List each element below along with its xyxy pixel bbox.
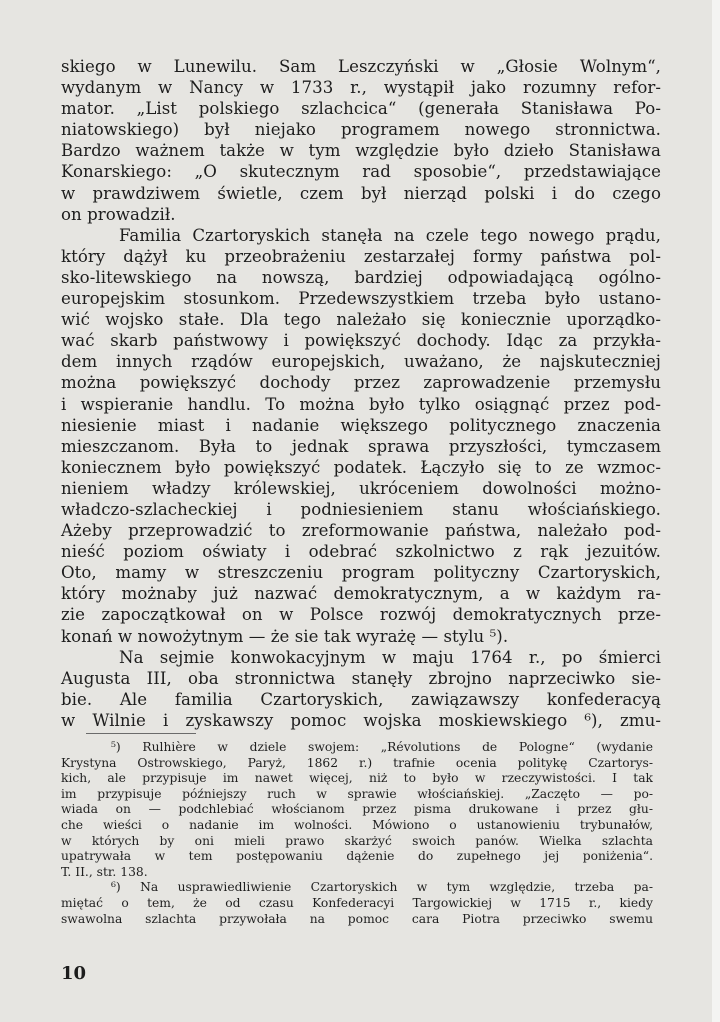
main-text (61, 56, 661, 731)
footnotes (61, 740, 653, 927)
text-line: i wspieranie handlu. To można było tylko osiągnąć przez pod- (61, 394, 661, 414)
footnote-line: che wieści o nadanie im wolności. Mówiono o ustanowieniu trybunałów, (61, 817, 653, 832)
text-line: wydanym w Nancy w 1733 r., wystąpił jako rozumny refor- (61, 78, 661, 98)
text-line: Konarskiego: „O skutecznym rad sposobie“, przedstawiające (61, 162, 661, 182)
text-line: władczo-szlacheckiej i podniesieniem stanu włościańskiego. (61, 499, 661, 519)
text-line: Bardzo ważnem także w tym względzie było dzieło Stanisława (61, 141, 661, 161)
text-line: nieść poziom oświaty i odebrać szkolnictwo z rąk jezuitów. (61, 542, 661, 562)
footnote-line: ⁵) Rulhière w dziele swojem: „Révolutions de Pologne“ (wydanie (111, 740, 653, 754)
footnote-line: kich, ale przypisuje im nawet więcej, niż to było w rzeczywistości. I tak (61, 771, 653, 786)
text-line: zie zapoczątkował on w Polsce rozwój demokratycznych prze- (61, 605, 661, 625)
text-line: niatowskiego) był niejako programem nowego stronnictwa. (61, 120, 661, 140)
text-line: wić wojsko stałe. Dla tego należało się koniecznie uporządko- (61, 310, 661, 330)
text-line: sko-litewskiego na nowszą, bardziej odpowiadającą ogólno- (61, 267, 661, 287)
footnote-line: im przypisuje późniejszy ruch w sprawie włościańskiej. „Zaczęto — po- (61, 786, 653, 801)
text-line: niesienie miast i nadanie większego politycznego znaczenia (61, 415, 661, 435)
text-line: w prawdziwem świetle, czem był nierząd polski i do czego (61, 183, 661, 203)
text-line: on prowadził. (61, 204, 176, 224)
footnote-divider (86, 733, 196, 734)
text-line: Ażeby przeprowadzić to zreformowanie państwa, należało pod- (61, 521, 661, 541)
footnote-line: T. II., str. 138. (61, 864, 148, 879)
text-line: Familia Czartoryskich stanęła na czele tego nowego prądu, (119, 225, 661, 245)
text-line: bie. Ale familia Czartoryskich, zawiązawszy konfederacyą (61, 689, 661, 709)
page-edge (712, 0, 720, 1022)
text-line: mator. „List polskiego szlachcica“ (generała Stanisława Po- (61, 99, 661, 119)
footnote-line: swawolna szlachta przywołała na pomoc cara Piotra przeciwko swemu (61, 911, 653, 926)
text-line: koniecznem było powiększyć podatek. Łączyło się to ze wzmoc- (61, 457, 661, 477)
footnote-line: w których by oni mieli prawo skarżyć swoich panów. Wielka szlachta (61, 833, 653, 848)
footnote-line: Krystyna Ostrowskiego, Paryż, 1862 r.) trafnie ocenia politykę Czartorys- (61, 755, 653, 770)
text-line: nieniem władzy królewskiej, ukróceniem dowolności możno- (61, 478, 661, 498)
footnote-line: wiada on — podchlebiać włościanom przez pisma drukowane i przez głu- (61, 802, 653, 817)
page-number: 10 (61, 963, 87, 984)
footnote-line: miętać o tem, że od czasu Konfederacyi Targowickiej w 1715 r., kiedy (61, 895, 653, 910)
text-line: Oto, mamy w streszczeniu program polityczny Czartoryskich, (61, 563, 661, 583)
text-line: można powiększyć dochody przez zaprowadzenie przemysłu (61, 373, 661, 393)
text-line: Na sejmie konwokacyjnym w maju 1764 r., po śmierci (119, 647, 661, 667)
text-line: wać skarb państwowy i powiększyć dochody. Idąc za przykła- (61, 331, 661, 351)
text-line: który możnaby już nazwać demokratycznym, a w każdym ra- (61, 584, 661, 604)
text-line: konań w nowożytnym — że sie tak wyrażę — stylu ⁵). (61, 626, 509, 646)
text-line: dem innych rządów europejskich, uważano, że najskuteczniej (61, 352, 661, 372)
footnote-line: ⁶) Na usprawiedliwienie Czartoryskich w tym względzie, trzeba pa- (111, 880, 653, 895)
text-line: Augusta III, oba stronnictwa stanęły zbrojno naprzeciwko sie- (61, 668, 661, 688)
text-line: który dążył ku przeobrażeniu zestarzałej formy państwa pol- (61, 246, 661, 266)
text-line: w Wilnie i zyskawszy pomoc wojska moskiewskiego ⁶), zmu- (61, 710, 661, 730)
footnote-line: upatrywała w tem postępowaniu dążenie do zupełnego jej poniżenia“. (61, 849, 653, 864)
text-line: skiego w Lunewilu. Sam Leszczyński w „Głosie Wolnym“, (61, 57, 661, 76)
text-line: mieszczanom. Była to jednak sprawa przyszłości, tymczasem (61, 436, 661, 456)
text-line: europejskim stosunkom. Przedewszystkiem trzeba było ustano- (61, 289, 661, 309)
